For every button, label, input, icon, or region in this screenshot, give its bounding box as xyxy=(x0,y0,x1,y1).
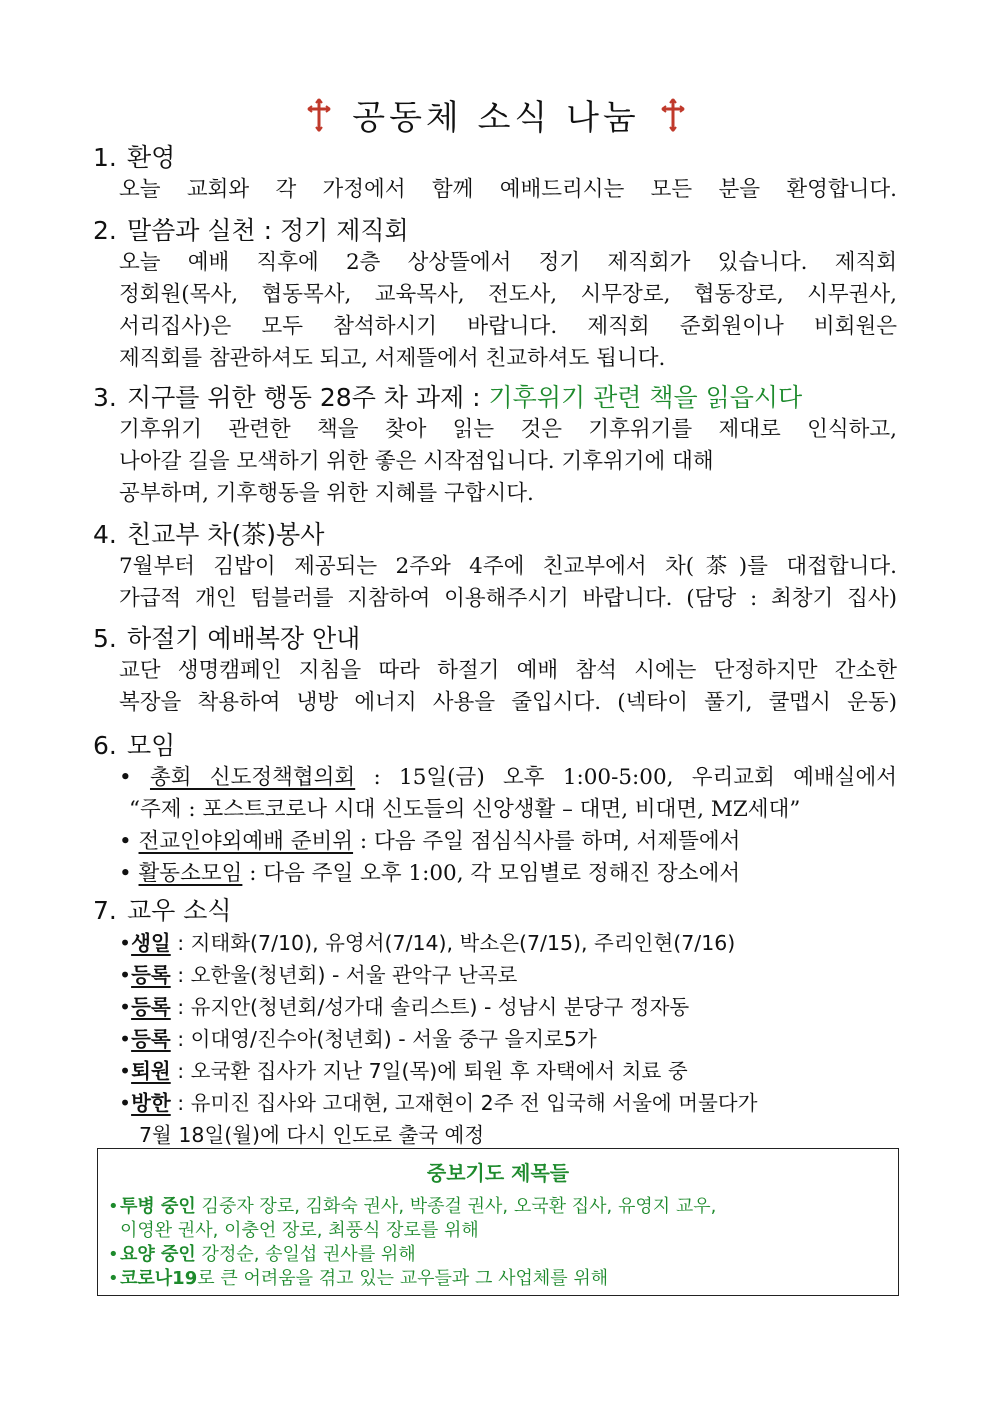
list-item: • 전교인야외예배 준비위 : 다음 주일 점심식사를 하며, 서제뜰에서 xyxy=(119,829,741,854)
section-heading: 6. 모임 xyxy=(93,731,176,760)
section-body xyxy=(119,762,897,890)
section-tea xyxy=(93,519,913,615)
list-item: •등록 : 오한울(청년회) - 서울 관악구 난곡로 xyxy=(119,963,518,987)
section-climate xyxy=(93,382,913,510)
list-item: • 총회 신도정책협의회 : 15일(금) 오후 1:00-5:00, 우리교회 예배실에서 xyxy=(119,765,897,790)
prayer-title: 중보기도 제목들 xyxy=(426,1161,570,1185)
prayer-item: •투병 중인 김중자 장로, 김화숙 권사, 박종걸 권사, 오국환 집사, 유영지 교우, 이영완 권사, 이충언 장로, 최풍식 장로를 위해 xyxy=(108,1196,717,1241)
title-row xyxy=(0,90,992,140)
section-heading: 4. 친교부 차(茶)봉사 xyxy=(93,520,325,549)
section-body: 오늘 교회와 각 가정에서 함께 예배드리시는 모든 분을 환영합니다. xyxy=(119,177,897,202)
cross-icon xyxy=(658,97,688,133)
section-welcome xyxy=(93,142,913,206)
list-item: •퇴원 : 오국환 집사가 지난 7일(목)에 퇴원 후 자택에서 치료 중 xyxy=(119,1059,688,1083)
section-member-news xyxy=(93,895,913,1151)
list-item: 7월 18일(월)에 다시 인도로 출국 예정 xyxy=(139,1123,485,1147)
section-meeting xyxy=(93,215,913,375)
section-body: 오늘 예배 직후에 2층 상상뜰에서 정기 제직회가 있습니다. 제직회 정회원(목사, 협동목사, 교육목사, 전도사, 시무장로, 협동장로, 시무권사, 서리집사)은 모두 참석하시기 바랍니다. 제직회 준회원이나 비회원은 제직회를 참관하셔도 되고, 서제뜰에서 친교하셔도 됩니다. xyxy=(119,250,897,371)
section-body: 7월부터 김밥이 제공되는 2주와 4주에 친교부에서 차(茶)를 대접합니다. 가급적 개인 텀블러를 지참하여 이용해주시기 바랍니다. (담당 : 최창기 집사) xyxy=(119,554,897,611)
section-heading: 3. 지구를 위한 행동 28주 차 과제 : 기후위기 관련 책을 읽읍시다 xyxy=(93,383,803,412)
section-gatherings xyxy=(93,730,913,890)
section-heading: 1. 환영 xyxy=(93,143,176,172)
list-item: •생일 : 지태화(7/10), 유영서(7/14), 박소은(7/15), 주리인현(7/16) xyxy=(119,931,736,955)
list-item: • 활동소모임 : 다음 주일 오후 1:00, 각 모임별로 정해진 장소에서 xyxy=(119,861,741,886)
climate-task: 기후위기 관련 책을 읽읍시다 xyxy=(488,383,803,412)
list-item: •등록 : 이대영/진수아(청년회) - 서울 중구 을지로5가 xyxy=(119,1027,597,1051)
prayer-list xyxy=(108,1195,898,1291)
prayer-item: •요양 중인 강정순, 송일섭 권사를 위해 xyxy=(108,1244,416,1265)
page-title: 공동체 소식 나눔 xyxy=(352,98,640,138)
section-body: 교단 생명캠페인 지침을 따라 하절기 예배 참석 시에는 단정하지만 간소한 복장을 착용하여 냉방 에너지 사용을 줄입시다. (넥타이 풀기, 쿨맵시 운동) xyxy=(119,658,897,715)
section-heading: 5. 하절기 예배복장 안내 xyxy=(93,624,361,653)
section-body: 기후위기 관련한 책을 찾아 읽는 것은 기후위기를 제대로 인식하고, 나아갈 길을 모색하기 위한 좋은 시작점입니다. 기후위기에 대해 공부하며, 기후행동을 위한 지혜를 구합시다. xyxy=(119,417,897,506)
section-body xyxy=(119,927,897,1151)
list-item: •등록 : 유지안(청년회/성가대 솔리스트) - 성남시 분당구 정자동 xyxy=(119,995,690,1019)
section-heading: 7. 교우 소식 xyxy=(93,896,232,925)
section-heading: 2. 말씀과 실천 : 정기 제직회 xyxy=(93,216,409,245)
list-item: “주제 : 포스트코로나 시대 신도들의 신앙생활 – 대면, 비대면, MZ세대” xyxy=(129,797,801,822)
prayer-item: •코로나19로 큰 어려움을 겪고 있는 교우들과 그 사업체를 위해 xyxy=(108,1268,609,1289)
prayer-box xyxy=(97,1148,899,1296)
section-dress xyxy=(93,623,913,719)
cross-icon xyxy=(304,97,334,133)
list-item: •방한 : 유미진 집사와 고대현, 고재현이 2주 전 입국해 서울에 머물다가 xyxy=(119,1091,758,1115)
